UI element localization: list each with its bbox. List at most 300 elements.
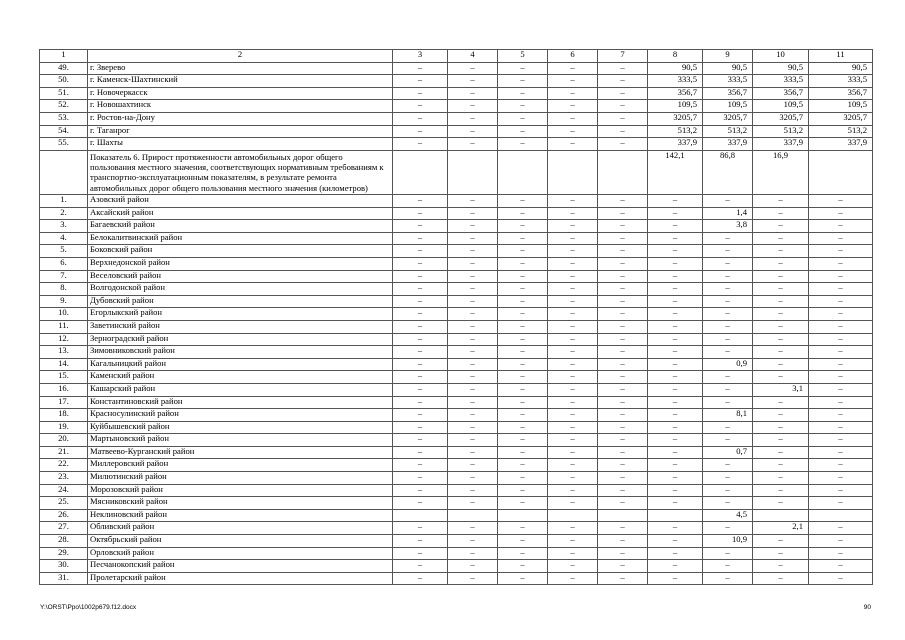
value-cell: – (598, 409, 648, 422)
value-cell: – (393, 396, 448, 409)
header-cell: 3 (393, 50, 448, 63)
value-cell: – (448, 409, 498, 422)
value-cell: – (648, 421, 703, 434)
value-cell: – (393, 371, 448, 384)
value-cell: – (393, 232, 448, 245)
value-cell: – (548, 320, 598, 333)
value-cell: – (809, 220, 873, 233)
value-cell: – (703, 572, 753, 585)
value-cell: – (753, 320, 809, 333)
value-cell: – (648, 371, 703, 384)
value-cell: – (548, 446, 598, 459)
value-cell: 3,8 (703, 220, 753, 233)
value-cell: – (598, 270, 648, 283)
header-cell: 9 (703, 50, 753, 63)
row-number: 25. (40, 497, 88, 510)
value-cell: – (448, 220, 498, 233)
table-row (40, 112, 873, 125)
row-name: Миллеровский район (88, 459, 393, 472)
table-row (40, 87, 873, 100)
value-cell: – (548, 358, 598, 371)
table-row (40, 472, 873, 485)
value-cell: – (753, 245, 809, 258)
value-cell: – (498, 87, 548, 100)
table-row (40, 138, 873, 151)
value-cell: 513,2 (753, 125, 809, 138)
value-cell (393, 150, 448, 194)
value-cell: – (809, 270, 873, 283)
value-cell: – (448, 232, 498, 245)
value-cell: – (809, 484, 873, 497)
value-cell: – (598, 547, 648, 560)
value-cell: – (448, 75, 498, 88)
table-row (40, 62, 873, 75)
table-row (40, 346, 873, 359)
value-cell: – (498, 257, 548, 270)
value-cell: – (753, 283, 809, 296)
value-cell: – (753, 434, 809, 447)
value-cell: – (498, 100, 548, 113)
value-cell: 356,7 (703, 87, 753, 100)
row-name: Пролетарский район (88, 572, 393, 585)
value-cell: – (598, 459, 648, 472)
value-cell: – (548, 138, 598, 151)
value-cell: – (393, 446, 448, 459)
value-cell (498, 509, 548, 522)
value-cell: – (498, 245, 548, 258)
value-cell: – (548, 232, 598, 245)
value-cell: – (548, 409, 598, 422)
value-cell: – (448, 547, 498, 560)
value-cell: – (703, 232, 753, 245)
value-cell: – (703, 421, 753, 434)
table-row (40, 446, 873, 459)
value-cell: – (498, 560, 548, 573)
value-cell: – (448, 421, 498, 434)
value-cell: 3205,7 (703, 112, 753, 125)
value-cell: – (448, 283, 498, 296)
value-cell: – (498, 295, 548, 308)
value-cell: – (648, 320, 703, 333)
value-cell: – (498, 308, 548, 321)
row-number: 10. (40, 308, 88, 321)
value-cell: – (809, 535, 873, 548)
value-cell: – (498, 371, 548, 384)
row-name: Кашарский район (88, 383, 393, 396)
value-cell: – (598, 207, 648, 220)
value-cell: 3205,7 (753, 112, 809, 125)
row-number: 19. (40, 421, 88, 434)
row-name: Красносулинский район (88, 409, 393, 422)
value-cell: – (498, 346, 548, 359)
row-name: Боковский район (88, 245, 393, 258)
row-name: Верхнедонской район (88, 257, 393, 270)
row-name: Мясниковский район (88, 497, 393, 510)
value-cell: – (548, 535, 598, 548)
value-cell: – (648, 358, 703, 371)
value-cell: – (809, 446, 873, 459)
value-cell: – (393, 535, 448, 548)
value-cell: – (703, 245, 753, 258)
value-cell: – (548, 220, 598, 233)
row-number: 21. (40, 446, 88, 459)
row-name: Дубовский район (88, 295, 393, 308)
value-cell: – (753, 257, 809, 270)
value-cell: – (448, 270, 498, 283)
row-number: 22. (40, 459, 88, 472)
value-cell: – (598, 421, 648, 434)
value-cell: – (753, 346, 809, 359)
value-cell: – (703, 383, 753, 396)
value-cell: – (753, 560, 809, 573)
value-cell: – (548, 484, 598, 497)
value-cell: – (809, 232, 873, 245)
row-name: г. Новошахтинск (88, 100, 393, 113)
table-row (40, 459, 873, 472)
value-cell: – (598, 195, 648, 208)
value-cell: 86,8 (703, 150, 753, 194)
row-name: г. Шахты (88, 138, 393, 151)
value-cell: – (548, 87, 598, 100)
value-cell: – (498, 396, 548, 409)
row-name: Песчанокопский район (88, 560, 393, 573)
value-cell: – (548, 572, 598, 585)
value-cell: – (809, 396, 873, 409)
value-cell: – (498, 535, 548, 548)
value-cell: 90,5 (809, 62, 873, 75)
value-cell: – (809, 245, 873, 258)
value-cell: – (703, 320, 753, 333)
value-cell: – (448, 459, 498, 472)
table-row (40, 572, 873, 585)
value-cell: – (548, 472, 598, 485)
value-cell: 109,5 (753, 100, 809, 113)
value-cell: – (448, 333, 498, 346)
table-row (40, 409, 873, 422)
value-cell: – (598, 62, 648, 75)
value-cell: – (448, 383, 498, 396)
value-cell: – (703, 522, 753, 535)
value-cell (548, 150, 598, 194)
row-number: 30. (40, 560, 88, 573)
value-cell: – (548, 283, 598, 296)
row-name: Мартыновский район (88, 434, 393, 447)
table-row (40, 270, 873, 283)
value-cell: – (598, 245, 648, 258)
value-cell: – (393, 421, 448, 434)
value-cell: – (393, 472, 448, 485)
value-cell: – (753, 270, 809, 283)
value-cell: – (548, 547, 598, 560)
value-cell: – (598, 522, 648, 535)
row-number: 18. (40, 409, 88, 422)
value-cell: – (498, 270, 548, 283)
value-cell: – (648, 497, 703, 510)
value-cell: 356,7 (753, 87, 809, 100)
row-name: Милютинский район (88, 472, 393, 485)
value-cell: – (448, 257, 498, 270)
value-cell: – (809, 320, 873, 333)
value-cell: – (448, 358, 498, 371)
value-cell: – (498, 472, 548, 485)
value-cell: – (753, 232, 809, 245)
value-cell: – (703, 371, 753, 384)
value-cell: 1,4 (703, 207, 753, 220)
value-cell: – (648, 333, 703, 346)
table-row (40, 560, 873, 573)
value-cell: – (809, 434, 873, 447)
value-cell: – (448, 207, 498, 220)
value-cell: – (393, 270, 448, 283)
header-cell: 2 (88, 50, 393, 63)
value-cell: – (548, 560, 598, 573)
value-cell: – (498, 62, 548, 75)
table-row (40, 484, 873, 497)
value-cell: 109,5 (703, 100, 753, 113)
value-cell: 10,9 (703, 535, 753, 548)
value-cell: – (548, 245, 598, 258)
row-name: Зимовниковский район (88, 346, 393, 359)
value-cell: – (648, 472, 703, 485)
value-cell: – (498, 547, 548, 560)
value-cell: – (393, 434, 448, 447)
value-cell: – (648, 535, 703, 548)
value-cell: – (448, 87, 498, 100)
value-cell: – (753, 497, 809, 510)
row-number: 31. (40, 572, 88, 585)
value-cell: – (648, 295, 703, 308)
value-cell: – (448, 295, 498, 308)
value-cell: 90,5 (753, 62, 809, 75)
value-cell: – (753, 333, 809, 346)
value-cell: – (703, 195, 753, 208)
value-cell: – (448, 138, 498, 151)
value-cell: 356,7 (809, 87, 873, 100)
table-row (40, 125, 873, 138)
value-cell: – (703, 560, 753, 573)
value-cell: – (648, 522, 703, 535)
value-cell: – (703, 472, 753, 485)
value-cell: – (809, 472, 873, 485)
value-cell: – (448, 560, 498, 573)
row-number: 9. (40, 295, 88, 308)
value-cell: – (598, 75, 648, 88)
value-cell: – (648, 207, 703, 220)
value-cell: – (648, 308, 703, 321)
row-name: Азовский район (88, 195, 393, 208)
table-row (40, 371, 873, 384)
row-name: Обливский район (88, 522, 393, 535)
value-cell: – (498, 283, 548, 296)
row-number: 20. (40, 434, 88, 447)
value-cell: – (393, 283, 448, 296)
value-cell: – (548, 112, 598, 125)
value-cell: – (648, 409, 703, 422)
value-cell: – (598, 320, 648, 333)
value-cell: – (548, 62, 598, 75)
value-cell: – (548, 371, 598, 384)
value-cell: – (753, 207, 809, 220)
value-cell: – (448, 308, 498, 321)
value-cell: – (548, 383, 598, 396)
value-cell: 3205,7 (648, 112, 703, 125)
value-cell: – (548, 195, 598, 208)
value-cell: – (598, 383, 648, 396)
value-cell: – (598, 100, 648, 113)
row-number: 49. (40, 62, 88, 75)
value-cell: – (548, 421, 598, 434)
value-cell: – (448, 245, 498, 258)
value-cell: 337,9 (753, 138, 809, 151)
row-name: г. Зверево (88, 62, 393, 75)
value-cell: – (753, 409, 809, 422)
indicator-row (40, 150, 873, 194)
value-cell: – (498, 220, 548, 233)
value-cell: – (598, 333, 648, 346)
value-cell: – (598, 283, 648, 296)
value-cell: – (648, 547, 703, 560)
value-cell: – (498, 459, 548, 472)
value-cell: – (753, 295, 809, 308)
value-cell: – (548, 308, 598, 321)
value-cell: – (393, 138, 448, 151)
value-cell: – (548, 100, 598, 113)
value-cell: – (498, 112, 548, 125)
value-cell: – (498, 195, 548, 208)
value-cell: – (598, 220, 648, 233)
value-cell: – (548, 396, 598, 409)
value-cell: – (393, 308, 448, 321)
row-number: 55. (40, 138, 88, 151)
value-cell: – (498, 320, 548, 333)
table-row (40, 358, 873, 371)
value-cell: – (548, 459, 598, 472)
header-cell: 4 (448, 50, 498, 63)
value-cell: – (648, 446, 703, 459)
value-cell: – (598, 358, 648, 371)
value-cell: – (498, 333, 548, 346)
value-cell: – (393, 75, 448, 88)
row-number: 1. (40, 195, 88, 208)
value-cell: – (393, 112, 448, 125)
value-cell: 0,7 (703, 446, 753, 459)
value-cell: – (648, 245, 703, 258)
row-name: Егорлыкский район (88, 308, 393, 321)
value-cell (548, 509, 598, 522)
value-cell: – (809, 346, 873, 359)
row-number (40, 150, 88, 194)
value-cell: – (598, 434, 648, 447)
value-cell: – (548, 125, 598, 138)
value-cell: – (648, 270, 703, 283)
value-cell: – (648, 396, 703, 409)
value-cell: – (753, 472, 809, 485)
value-cell: – (498, 572, 548, 585)
value-cell: – (548, 522, 598, 535)
value-cell: – (809, 409, 873, 422)
row-name: Морозовский район (88, 484, 393, 497)
value-cell: – (448, 446, 498, 459)
row-number: 3. (40, 220, 88, 233)
value-cell: – (393, 245, 448, 258)
value-cell: – (448, 371, 498, 384)
value-cell: – (703, 497, 753, 510)
table-row (40, 308, 873, 321)
value-cell: – (703, 308, 753, 321)
value-cell: – (753, 459, 809, 472)
value-cell: – (703, 459, 753, 472)
row-number: 52. (40, 100, 88, 113)
value-cell: – (393, 409, 448, 422)
table-row (40, 232, 873, 245)
table-row (40, 100, 873, 113)
value-cell: – (648, 220, 703, 233)
table-row (40, 434, 873, 447)
table-row (40, 283, 873, 296)
row-number: 23. (40, 472, 88, 485)
value-cell (598, 509, 648, 522)
row-number: 51. (40, 87, 88, 100)
value-cell: 513,2 (703, 125, 753, 138)
value-cell: – (393, 497, 448, 510)
value-cell: – (448, 320, 498, 333)
data-table (39, 49, 873, 585)
value-cell: – (703, 434, 753, 447)
value-cell: – (703, 257, 753, 270)
table-row (40, 535, 873, 548)
value-cell: – (448, 484, 498, 497)
value-cell: – (809, 358, 873, 371)
row-name: Багаевский район (88, 220, 393, 233)
row-name: Веселовский район (88, 270, 393, 283)
value-cell: 356,7 (648, 87, 703, 100)
table-row (40, 497, 873, 510)
row-number: 27. (40, 522, 88, 535)
value-cell: – (448, 396, 498, 409)
value-cell: 90,5 (703, 62, 753, 75)
row-name: Константиновский район (88, 396, 393, 409)
value-cell: – (809, 459, 873, 472)
value-cell: – (598, 396, 648, 409)
value-cell: – (648, 383, 703, 396)
value-cell: – (753, 220, 809, 233)
value-cell: – (753, 446, 809, 459)
table-row (40, 522, 873, 535)
row-name: г. Каменск-Шахтинский (88, 75, 393, 88)
value-cell: – (393, 346, 448, 359)
value-cell: – (448, 572, 498, 585)
table-row (40, 75, 873, 88)
value-cell: – (448, 346, 498, 359)
value-cell: 333,5 (703, 75, 753, 88)
value-cell: 16,9 (753, 150, 809, 194)
value-cell: – (393, 522, 448, 535)
header-cell: 5 (498, 50, 548, 63)
value-cell: – (448, 112, 498, 125)
value-cell: – (753, 484, 809, 497)
value-cell: – (498, 207, 548, 220)
row-number: 12. (40, 333, 88, 346)
value-cell: – (753, 572, 809, 585)
value-cell: – (809, 333, 873, 346)
value-cell: 8,1 (703, 409, 753, 422)
value-cell: – (393, 62, 448, 75)
value-cell: – (598, 484, 648, 497)
value-cell: – (753, 358, 809, 371)
row-number: 6. (40, 257, 88, 270)
value-cell: – (703, 346, 753, 359)
table-row (40, 396, 873, 409)
